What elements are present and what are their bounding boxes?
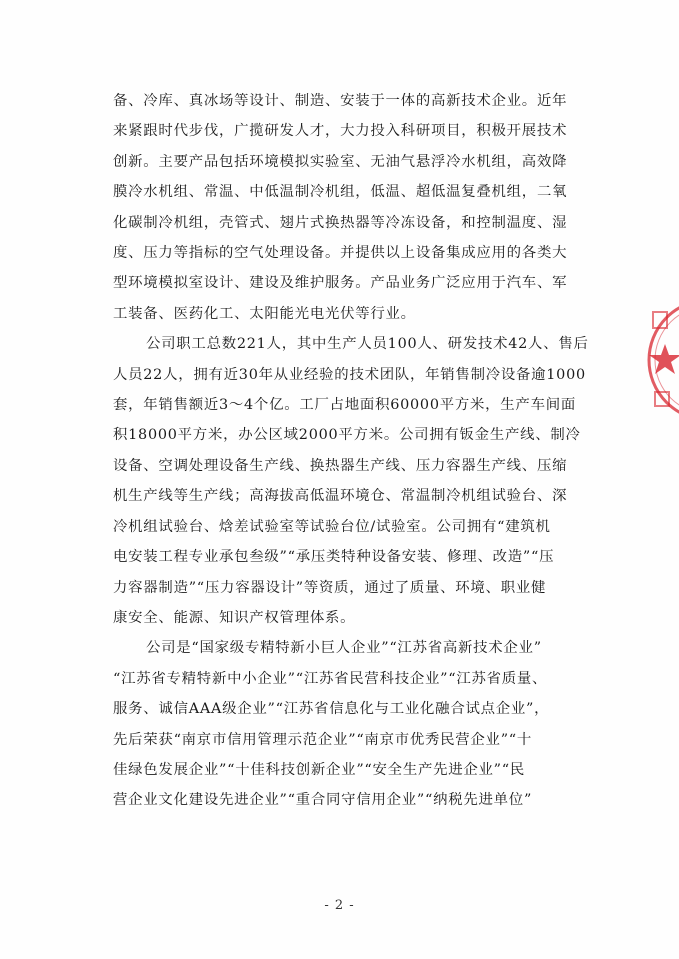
text-line: 积18000平方米，办公区域2000平方米。公司拥有钣金生产线、制冷 [113,427,581,444]
text-line: 佳绿色发展企业”“十佳科技创新企业”“安全生产先进企业”“民 [113,761,526,778]
text-line: 机生产线等生产线；高海拔高低温环境仓、常温制冷机组试验台、深 [113,488,568,505]
text-line: 先后荣获“南京市信用管理示范企业”“南京市优秀民营企业”“十 [113,731,533,748]
paragraph-staff-facilities [113,329,589,633]
text-line: 设备、空调处理设备生产线、换热器生产线、压力容器生产线、压缩 [113,457,568,474]
text-line: 冷机组试验台、焓差试验室等试验台位/试验室。公司拥有“建筑机 [113,518,551,535]
text-line: 来紧跟时代步伐，广揽研发人才，大力投入科研项目，积极开展技术 [113,123,568,140]
paragraph-honors [113,633,579,815]
text-line: 公司是“国家级专精特新小巨人企业”“江苏省高新技术企业” [146,640,542,657]
text-line: 套，年销售额近3～4个亿。工厂占地面积60000平方米，生产车间面 [113,397,576,414]
official-seal-icon [643,292,679,428]
paragraph-company-intro [113,86,579,329]
text-line: 化碳制冷机组，壳管式、翅片式换热器等冷冻设备，和控制温度、湿 [113,214,568,231]
text-line: 营企业文化建设先进企业”“重合同守信用企业”“纳税先进单位” [113,792,533,809]
text-line: 工装备、医药化工、太阳能光电光伏等行业。 [113,305,416,322]
text-line: “江苏省专精特新中小企业”“江苏省民营科技企业”“江苏省质量、 [113,670,548,687]
text-line: 备、冷库、真冰场等设计、制造、安装于一体的高新技术企业。近年 [113,93,568,109]
text-line: 型环境模拟室设计、建设及维护服务。产品业务广泛应用于汽车、军 [113,275,568,292]
text-line: 人员22人，拥有近30年从业经验的技术团队，年销售制冷设备逾1000 [113,366,586,383]
text-line: 创新。主要产品包括环境模拟实验室、无油气悬浮冷水机组，高效降 [113,153,568,170]
text-line: 服务、诚信AAA级企业”“江苏省信息化与工业化融合试点企业”， [113,701,550,718]
text-line: 膜冷水机组、常温、中低温制冷机组，低温、超低温复叠机组，二氧 [113,184,568,201]
document-body [113,86,589,816]
text-line: 力容器制造”“压力容器设计”等资质，通过了质量、环境、职业健 [113,579,547,596]
text-line: 公司职工总数221人，其中生产人员100人、研发技术42人、售后 [146,336,589,353]
text-line: 康安全、能源、知识产权管理体系。 [113,609,356,626]
text-line: 电安装工程专业承包叁级”“承压类特种设备安装、修理、改造”“压 [113,549,555,566]
text-line: 度、压力等指标的空气处理设备。并提供以上设备集成应用的各类大 [113,245,568,262]
page-number: - 2 - [324,898,355,913]
